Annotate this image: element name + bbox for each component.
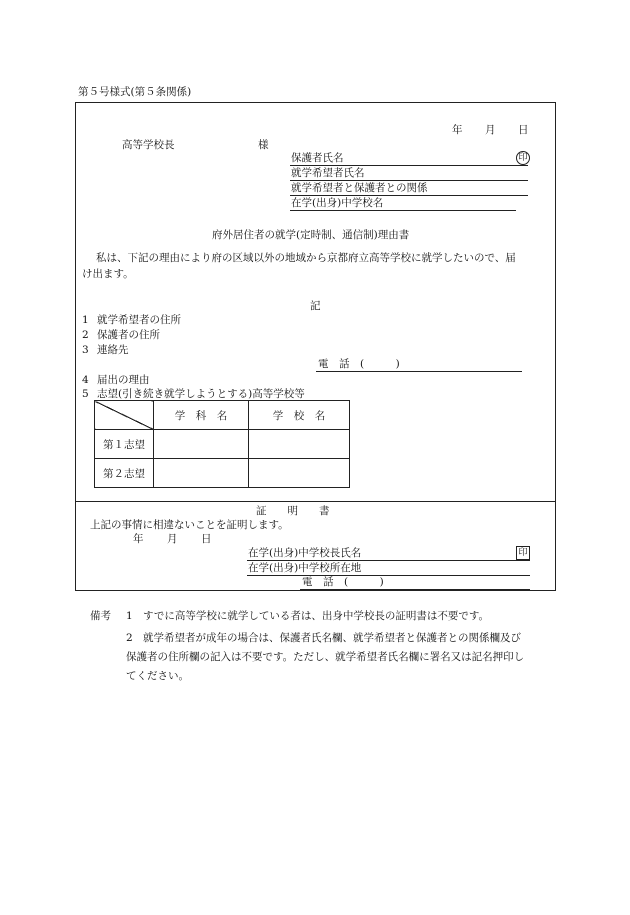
item-3-label: 連絡先: [97, 344, 129, 356]
school-header: 学 校 名: [249, 401, 350, 430]
guardian-name-label: 保護者氏名: [291, 152, 344, 164]
note-2-line-3: てください。: [126, 670, 189, 682]
ki-heading: 記: [310, 300, 321, 312]
school-location-label: 在学(出身)中学校所在地: [248, 562, 362, 574]
corner-cell: [95, 401, 154, 430]
item-2-number: 2: [82, 329, 89, 341]
junior-high-name-label: 在学(出身)中学校名: [291, 197, 384, 209]
department-header: 学 科 名: [154, 401, 249, 430]
preference-table: [94, 400, 350, 488]
contact-phone-line: [316, 371, 522, 372]
table-row: [95, 401, 350, 430]
date-day-label: 日: [518, 124, 529, 136]
cert-day-label: 日: [201, 533, 212, 545]
certificate-title: 証 明 書: [256, 505, 330, 517]
date-year-label: 年: [452, 124, 463, 136]
statement-line-1: 私は、下記の理由により府の区域以外の地域から京都府立高等学校に就学したいので、届: [96, 252, 516, 264]
table-row: [95, 430, 350, 459]
contact-phone-label: 電 話 ( ): [318, 358, 400, 370]
date-month-label: 月: [485, 124, 496, 136]
principal-name-line: [247, 560, 530, 561]
principal-name-label: 在学(出身)中学校長氏名: [248, 547, 362, 559]
relationship-line: [290, 195, 528, 196]
first-choice-school-cell[interactable]: [249, 430, 350, 459]
item-2-label: 保護者の住所: [97, 329, 160, 341]
second-choice-school-cell[interactable]: [249, 459, 350, 488]
table-row: [95, 459, 350, 488]
item-1-label: 就学希望者の住所: [97, 314, 181, 326]
item-5-number: 5: [82, 388, 89, 400]
item-5-label: 志望(引き続き就学しようとする)高等学校等: [97, 388, 305, 400]
item-4-number: 4: [82, 374, 89, 386]
note-2-line-1: 就学希望者が成年の場合は、保護者氏名欄、就学希望者と保護者との関係欄及び: [143, 632, 521, 644]
guardian-name-line: [290, 165, 528, 166]
school-location-line: [247, 575, 530, 576]
note-2-number: 2: [126, 632, 133, 644]
statement-line-2: け出ます。: [82, 268, 134, 280]
student-name-line: [290, 180, 528, 181]
cert-month-label: 月: [167, 533, 178, 545]
second-choice-department-cell[interactable]: [154, 459, 249, 488]
first-choice-department-cell[interactable]: [154, 430, 249, 459]
note-2-line-2: 保護者の住所欄の記入は不要です。ただし、就学希望者氏名欄に署名又は記名押印し: [126, 651, 525, 663]
cert-phone-label: 電 話 ( ): [302, 576, 384, 588]
document-title: 府外居住者の就学(定時制、通信制)理由書: [212, 229, 410, 241]
cert-year-label: 年: [133, 533, 144, 545]
cert-phone-line: [300, 589, 530, 590]
item-3-number: 3: [82, 344, 89, 356]
item-1-number: 1: [82, 314, 89, 326]
guardian-seal-mark: 印: [516, 151, 530, 165]
note-1-text: すでに高等学校に就学している者は、出身中学校長の証明書は不要です。: [143, 610, 489, 622]
junior-high-name-line: [290, 210, 516, 211]
relationship-label: 就学希望者と保護者との関係: [291, 182, 428, 194]
second-choice-label: 第２志望: [95, 459, 154, 488]
form-id: 第５号様式(第５条関係): [78, 86, 192, 98]
addressee: 高等学校長: [122, 139, 175, 151]
honorific: 様: [258, 139, 269, 151]
note-1-number: 1: [126, 610, 133, 622]
first-choice-label: 第１志望: [95, 430, 154, 459]
student-name-label: 就学希望者氏名: [291, 167, 365, 179]
notes-label: 備考: [90, 610, 111, 622]
certificate-divider: [75, 501, 556, 502]
principal-seal-mark: 印: [516, 546, 530, 560]
item-4-label: 届出の理由: [97, 374, 150, 386]
certificate-text: 上記の事情に相違ないことを証明します。: [90, 519, 289, 531]
